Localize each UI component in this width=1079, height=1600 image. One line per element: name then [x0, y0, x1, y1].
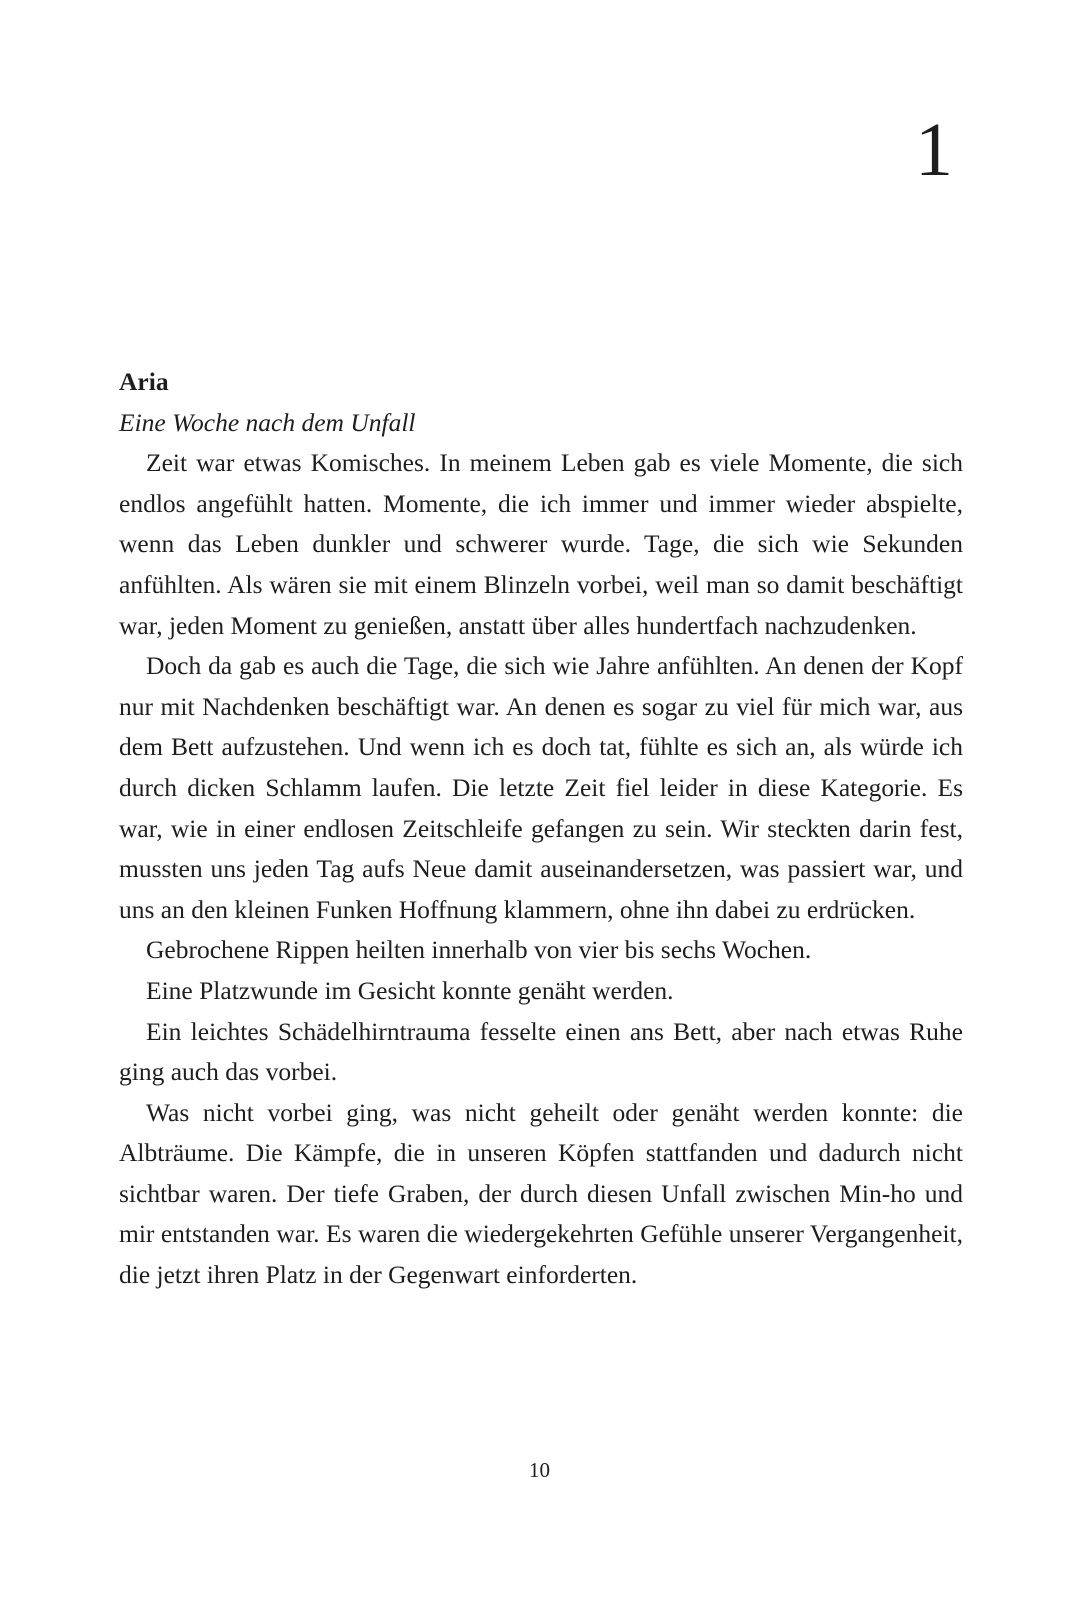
paragraph: Ein leichtes Schädelhirntrauma fesselte einen ans Bett, aber nach etwas Ruhe ging auch das vorbei.	[119, 1016, 963, 1087]
paragraph: Eine Platzwunde im Gesicht konnte genäht werden.	[146, 975, 674, 1005]
page-number: 10	[529, 1458, 550, 1482]
paragraph: Gebrochene Rippen heilten innerhalb von vier bis sechs Wochen.	[146, 935, 812, 965]
paragraph: Zeit war etwas Komisches. In meinem Leben gab es viele Momente, die sich endlos angefühlt hatten. Momente, die ich immer und immer wieder abspielte, wenn das Leben dunkler und schwerer wurde. Tage, die sich wie Sekunden anfühlten. Als wären sie mit einem Blinzeln vorbei, weil man so damit beschäftigt war, jeden Moment zu genießen, anstatt über alles hundertfach nachzudenken.	[119, 448, 963, 640]
chapter-subtitle: Eine Woche nach dem Unfall	[119, 407, 416, 437]
paragraph: Was nicht vorbei ging, was nicht geheilt oder genäht werden konnte: die Albträume. Die Kämpfe, die in unseren Köpfen stattfanden und dadurch nicht sichtbar waren. Der tiefe Graben, der durch diesen Unfall zwischen Min-ho und mir entstanden war. Es waren die wiedergekehrten Gefühle unserer Vergangenheit, die jetzt ihren Platz in der Gegenwart einforderten.	[119, 1097, 963, 1290]
chapter-number: 1	[915, 108, 953, 192]
pov-heading: Aria	[119, 367, 169, 396]
paragraph: Doch da gab es auch die Tage, die sich wie Jahre anfühlten. An denen der Kopf nur mit Nachdenken beschäftigt war. An denen es sogar zu viel für mich war, aus dem Bett aufzustehen. Und wenn ich es doch tat, fühlte es sich an, als würde ich durch dicken Schlamm laufen. Die letzte Zeit fiel leider in diese Kategorie. Es war, wie in einer endlosen Zeitschleife gefangen zu sein. Wir steckten darin fest, mussten uns jeden Tag aufs Neue damit auseinandersetzen, was passiert war, und uns an den kleinen Funken Hoffnung klammern, ohne ihn dabei zu erdrücken.	[119, 651, 963, 924]
chapter-body	[119, 362, 963, 1296]
